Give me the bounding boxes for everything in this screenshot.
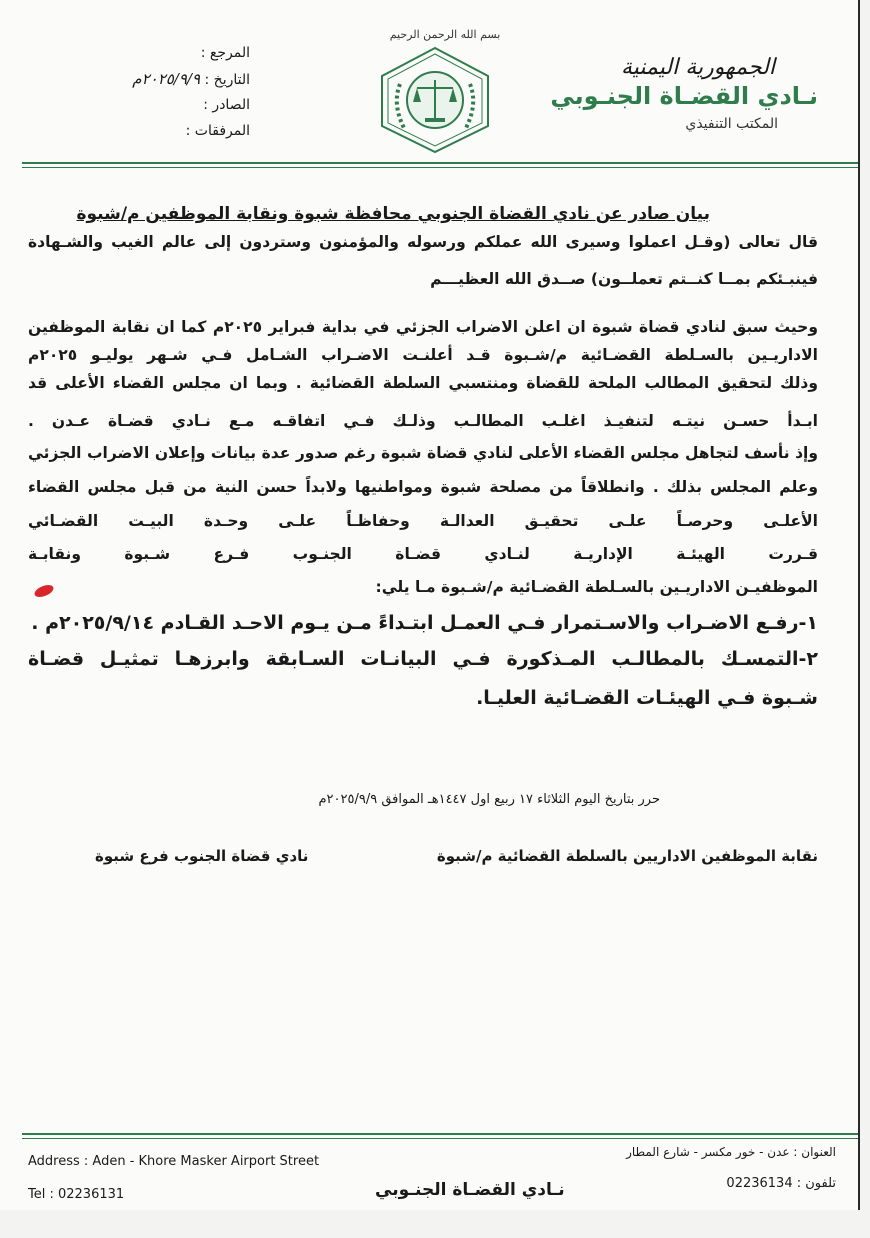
body-line: قال تعالى (وقـل اعملوا وسيرى الله عملكم ورسوله والمؤمنون وستردون إلى عالم الغيب والشـهادة [28, 233, 818, 251]
issue-date-line: حرر بتاريخ اليوم الثلاثاء ١٧ ربيع اول ١٤٤٧هـ الموافق ٢٠٢٥/٩/٩م [318, 792, 660, 807]
body-line: وحيث سبق لنادي قضاة شبوة ان اعلن الاضراب الجزئي في بداية فبراير ٢٠٢٥م كما ان نقابة الموظفين [28, 318, 818, 336]
attachments-row [70, 118, 250, 144]
statement-title-text: بيان صادر عن نادي القضاة الجنوبي محافظة شبوة ونقابة الموظفين م/شبوة [76, 204, 710, 224]
footer-club-name: نـادي القضـاة الجنـوبي [375, 1180, 565, 1200]
office-name: المكتب التنفيذي [685, 116, 778, 132]
statement-title [76, 204, 710, 224]
body-line: الاداريـين بالسـلطة القضـائية م/شـبوة قـد أعلنـت الاضـراب الشـامل فـي شـهر يوليـو ٢٠٢٥م [28, 346, 818, 364]
reference-row [70, 40, 250, 66]
issued-row [70, 92, 250, 118]
date-value: ٢٠٢٥/٩/٩م [132, 70, 201, 88]
address-arabic: العنوان : عدن - خور مكسر - شارع المطار [626, 1145, 836, 1159]
phone-english: Tel : 02236131 [28, 1187, 125, 1202]
body-line: الموظفيـن الاداريـين بالسـلطة القضـائية م/شـبوة مـا يلي: [375, 578, 818, 596]
body-line: الأعلـى وحرصـاً علـى تحقيـق العدالـة وحفاظـاً علـى وحـدة البيـت القضـائي [28, 512, 818, 530]
body-line: وعلم المجلس بذلك . وانطلاقاً من مصلحة شبوة ومواطنيها ولابداً حسن النية من قبل مجلس القضاء [28, 478, 818, 496]
reference-label: المرجع : [200, 45, 250, 61]
club-emblem-logo [370, 44, 500, 154]
date-row [70, 66, 250, 92]
phone-arabic: تلفون : 02236134 [726, 1176, 836, 1191]
body-line: ابـدأ حسـن نيتـه لتنفيـذ اغلـب المطالـب وذلـك فـي اتفاقـه مـع نـادي قضـاة عـدن . [28, 412, 818, 430]
signature-judges-club: نادي قضاة الجنوب فرع شبوة [95, 847, 309, 865]
issued-label: الصادر : [203, 97, 250, 113]
date-label: التاريخ : [204, 72, 250, 88]
footer-divider [22, 1133, 858, 1135]
club-name: نـادي القضـاة الجنـوبي [550, 82, 818, 110]
signature-syndicate: نقابة الموظفين الاداريين بالسلطة القضائية م/شبوة [436, 847, 818, 865]
letterhead [550, 55, 818, 132]
header-divider [22, 162, 858, 164]
body-line: فينبـئكم بمــا كنــتم تعملــون) صــدق الله العظيـــم [430, 270, 818, 288]
body-line: قـررت الهيئـة الإداريـة لنـادي قضـاة الجنـوب فـرع شـبوة ونقابـة [28, 545, 818, 563]
header-divider-thin [22, 167, 858, 168]
decision-item: ٢-التمسـك بالمطالـب المـذكورة فـي البيانـات السـابقة وابرزهـا تمثيـل قضـاة [28, 648, 818, 670]
decision-item: ١-رفـع الاضـراب والاسـتمرار فـي العمـل ابتـداءً مـن يـوم الاحـد القـادم ٢٠٢٥/٩/١٤م . [31, 612, 818, 634]
footer-divider-thin [22, 1138, 858, 1139]
address-english: Address : Aden - Khore Masker Airport Street [28, 1154, 320, 1169]
republic-name: الجمهورية اليمنية [620, 55, 776, 80]
body-line: وإذ نأسف لتجاهل مجلس القضاء الأعلى لنادي قضاة شبوة رغم صدور عدة بيانات وإعلان الاضراب الجزئي [28, 444, 818, 462]
body-line: وذلك لتحقيق المطالب الملحة للقضاة ومنتسبي السلطة القضائية . وبما ان مجلس القضاء الأعلى قد [28, 374, 818, 392]
basmala: بسم الله الرحمن الرحيم [389, 28, 501, 41]
attachments-label: المرفقات : [185, 123, 250, 139]
letter-meta [70, 40, 250, 144]
decision-item: شـبوة فـي الهيئـات القضـائية العليـا. [476, 687, 818, 709]
